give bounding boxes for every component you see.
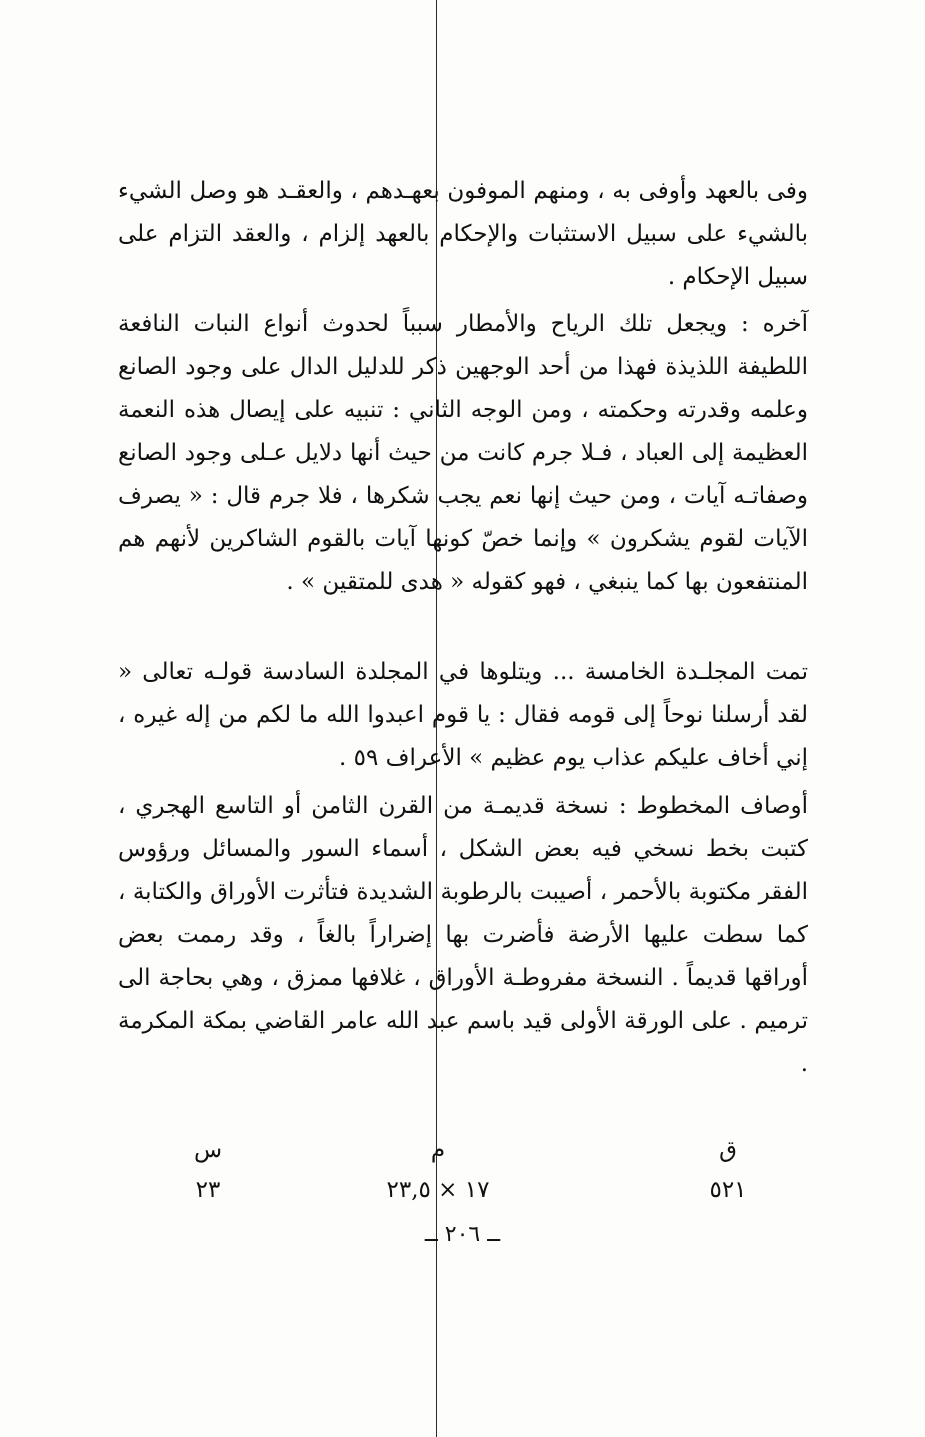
paragraph-manuscript-ending xyxy=(118,303,808,604)
page-number: ــ ٢٠٦ ــ xyxy=(424,1222,501,1247)
dimensions-column xyxy=(358,1130,518,1210)
paragraph-text: آخره : ويجعل تلك الرياح والأمطار سبباً لحدوث أنواع النبات النافعة اللطيفة اللذيذة فهذا من أحد الوجهين ذكر للدليل الدال على وجود الصانع وعلمه وقدرته وحكمته ، ومن الوجه الثاني : تنبيه على إيصال هذه النعمة العظيمة إلى العباد ، فـلا جرم كانت من حيث أنها دلايل عـلى وجود الصانع وصفاتـه آيات ، ومن حيث إنها نعم يجب شكرها ، فلا جرم قال : « يصرف الآيات لقوم يشكرون » وإنما خصّ كونها آيات بالقوم الشاكرين لأنهم هم المنتفعون بها كما ينبغي ، فهو كقوله « هدى للمتقين » . xyxy=(118,311,808,595)
paragraph-text: تمت المجلـدة الخامسة ... ويتلوها في المجلدة السادسة قولـه تعالى « لقد أرسلنا نوحاً إلى قومه فقال : يا قوم اعبدوا الله ما لكم من إله غيره ، إني أخاف عليكم عذاب يوم عظيم » الأعراف ٥٩ . xyxy=(118,659,808,771)
folios-label: ق xyxy=(719,1137,737,1163)
folios-column xyxy=(648,1130,808,1210)
dimensions-label: م xyxy=(430,1137,446,1163)
lines-column xyxy=(128,1130,288,1210)
dimensions-value: ١٧ × ٢٣,٥ xyxy=(386,1177,490,1203)
lines-value: ٢٣ xyxy=(195,1177,221,1203)
lines-label: س xyxy=(193,1137,223,1163)
paragraph-volume-end xyxy=(118,651,808,780)
paragraph-manuscript-description xyxy=(118,785,808,1086)
paragraph-text: أوصاف المخطوط : نسخة قديمـة من القرن الثامن أو التاسع الهجري ، كتبت بخط نسخي فيه بعض الشكل ، أسماء السور والمسائل ورؤوس الفقر مكتوبة بالأحمر ، أصيبت بالرطوبة الشديدة فتأثرت الأوراق والكتابة ، كما سطت عليها الأرضة فأضرت بها إضراراً بالغاً ، وقد رممت بعض أوراقها قديماً . النسخة مفروطـة الأوراق ، غلافها ممزق ، وهي بحاجة الى ترميم . على الورقة الأولى قيد باسم عبد الله عامر القاضي بمكة المكرمة . xyxy=(118,793,808,1077)
manuscript-info-table xyxy=(118,1130,808,1220)
paragraph-text: وفى بالعهد وأوفى به ، ومنهم الموفون بعهـدهم ، والعقـد هو وصل الشيء بالشيء على سبيل الاستثبات والإحكام بالعهد إلزام ، والعقد التزام على سبيل الإحكام . xyxy=(118,178,808,290)
folios-value: ٥٢١ xyxy=(709,1177,747,1203)
paragraph-oath-definition xyxy=(118,170,808,299)
